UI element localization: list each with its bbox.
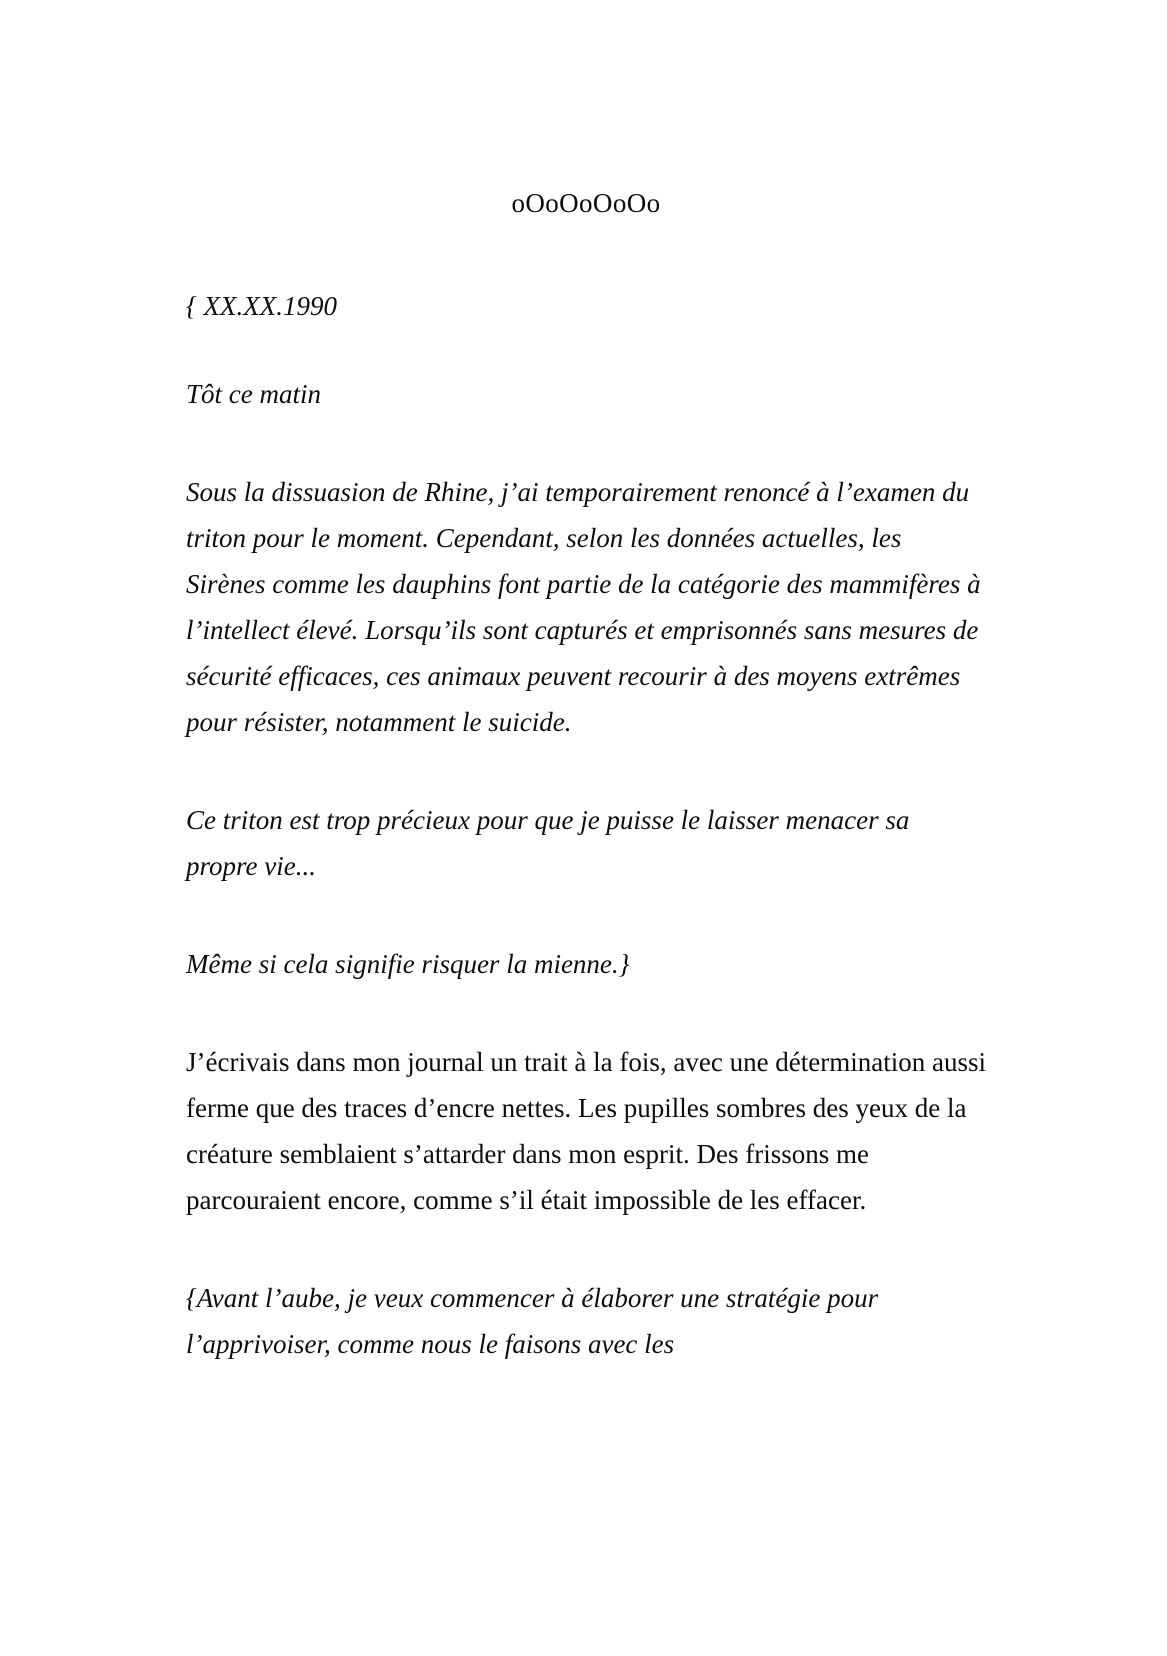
document-body [186,186,993,1409]
paragraph-time-of-day: Tôt ce matin [186,379,321,410]
paragraph-journal-entry-4: {Avant l’aube, je veux commencer à élaborer une stratégie pour l’apprivoiser, comme nous le faisons avec les [186,1283,885,1360]
paragraph-journal-entry-1: Sous la dissuasion de Rhine, j’ai temporairement renoncé à l’examen du triton pour le moment. Cependant, selon les données actuelles, les Sirènes comme les dauphins font partie de la catégorie des mammifères à l’intellect élevé. Lorsqu’ils sont capturés et emprisonnés sans mesures de sécurité efficaces, ces animaux peuvent recourir à des moyens extrêmes pour résister, notamment le suicide. [186,477,988,738]
paragraph-date-line: { XX.XX.1990 [186,291,338,322]
paragraph-journal-entry-3: Même si cela signifie risquer la mienne.} [186,949,630,980]
paragraph-narration-1: J’écrivais dans mon journal un trait à la fois, avec une détermination aussi ferme que des traces d’encre nettes. Les pupilles sombres des yeux de la créature semblaient s’attarder dans mon esprit. Des frissons me parcouraient encore, comme s’il était impossible de les effacer. [186,1047,993,1216]
page-title: oOoOoOoOo [511,188,661,218]
paragraph-journal-entry-2: Ce triton est trop précieux pour que je puisse le laisser menacer sa propre vie... [186,805,917,882]
